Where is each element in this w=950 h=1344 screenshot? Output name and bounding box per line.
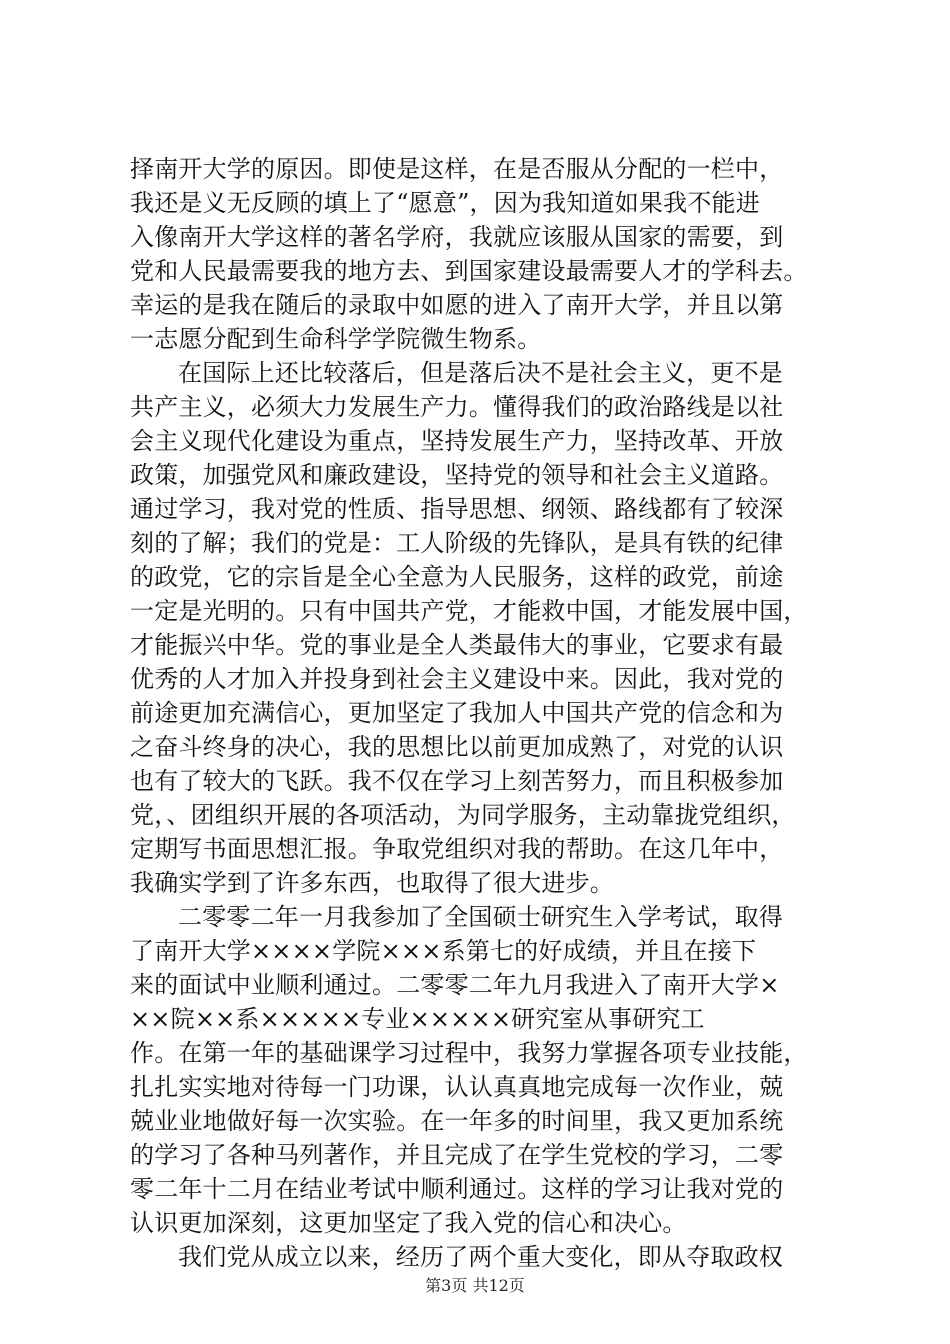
text-line: 作。在第一年的基础课学习过程中，我努力掌握各项专业技能， (130, 1039, 808, 1067)
text-line: 二零零二年一月我参加了全国硕士研究生入学考试，取得 (178, 903, 783, 931)
body-text (130, 152, 830, 1274)
text-line: 我确实学到了许多东西，也取得了很大进步。 (130, 869, 614, 897)
text-line: 政策，加强党风和廉政建设，坚持党的领导和社会主义道路。 (130, 461, 784, 489)
text-line: 的政党，它的宗旨是全心全意为人民服务，这样的政党，前途 (130, 563, 784, 591)
text-line: 前途更加充满信心，更加坚定了我加人中国共产党的信念和为 (130, 699, 784, 727)
text-line: 在国际上还比较落后，但是落后决不是社会主义，更不是 (178, 359, 783, 387)
text-line: 幸运的是我在随后的录取中如愿的进入了南开大学，并且以第 (130, 291, 784, 319)
text-line: 认识更加深刻，这更加坚定了我入党的信心和决心。 (130, 1209, 687, 1237)
text-line: 之奋斗终身的决心，我的思想比以前更加成熟了，对党的认识 (130, 733, 784, 761)
paragraph (130, 152, 830, 356)
text-line: 的学习了各种马列著作，并且完成了在学生党校的学习，二零 (130, 1141, 784, 1169)
text-line: 会主义现代化建设为重点，坚持发展生产力，坚持改革、开放 (130, 427, 784, 455)
text-line: 党和人民最需要我的地方去、到国家建设最需要人才的学科去。 (130, 257, 808, 285)
text-line: 来的面试中业顺利通过。二零零二年九月我进入了南开大学× (130, 971, 780, 999)
text-line: 党，、团组织开展的各项活动，为同学服务，主动靠拢党组织， (130, 801, 796, 829)
paragraph (130, 900, 830, 1240)
text-line: 通过学习，我对党的性质、指导思想、纲领、路线都有了较深 (130, 495, 784, 523)
text-line: ××院××系×××××专业×××××研究室从事研究工 (130, 1005, 705, 1033)
text-line: 一定是光明的。只有中国共产党，才能救中国，才能发展中国， (130, 597, 808, 625)
text-line: 我还是义无反顾的填上了“愿意”，因为我知道如果我不能进 (130, 189, 760, 217)
text-line: 我们党从成立以来，经历了两个重大变化，即从夺取政权 (178, 1243, 783, 1271)
text-line: 择南开大学的原因。即使是这样，在是否服从分配的一栏中， (130, 155, 784, 183)
text-line: 才能振兴中华。党的事业是全人类最伟大的事业，它要求有最 (130, 631, 784, 659)
text-line: 刻的了解；我们的党是：工人阶级的先锋队，是具有铁的纪律 (130, 529, 784, 557)
text-line: 定期写书面思想汇报。争取党组织对我的帮助。在这几年中， (130, 835, 784, 863)
text-line: 一志愿分配到生命科学学院微生物系。 (130, 325, 542, 353)
text-line: 共产主义，必须大力发展生产力。懂得我们的政治路线是以社 (130, 393, 784, 421)
text-line: 也有了较大的飞跃。我不仅在学习上刻苦努力，而且积极参加 (130, 767, 784, 795)
text-line: 兢业业地做好每一次实验。在一年多的时间里，我又更加系统 (130, 1107, 784, 1135)
text-line: 零二年十二月在结业考试中顺利通过。这样的学习让我对党的 (130, 1175, 784, 1203)
paragraph (130, 1240, 830, 1274)
text-line: 了南开大学××××学院×××系第七的好成绩，并且在接下 (130, 937, 757, 965)
text-line: 入像南开大学这样的著名学府，我就应该服从国家的需要，到 (130, 223, 784, 251)
paragraph (130, 356, 830, 900)
text-line: 扎扎实实地对待每一门功课，认认真真地完成每一次作业，兢 (130, 1073, 784, 1101)
text-line: 优秀的人才加入并投身到社会主义建设中来。因此，我对党的 (130, 665, 784, 693)
page-footer: 第3页 共12页 (425, 1276, 525, 1295)
